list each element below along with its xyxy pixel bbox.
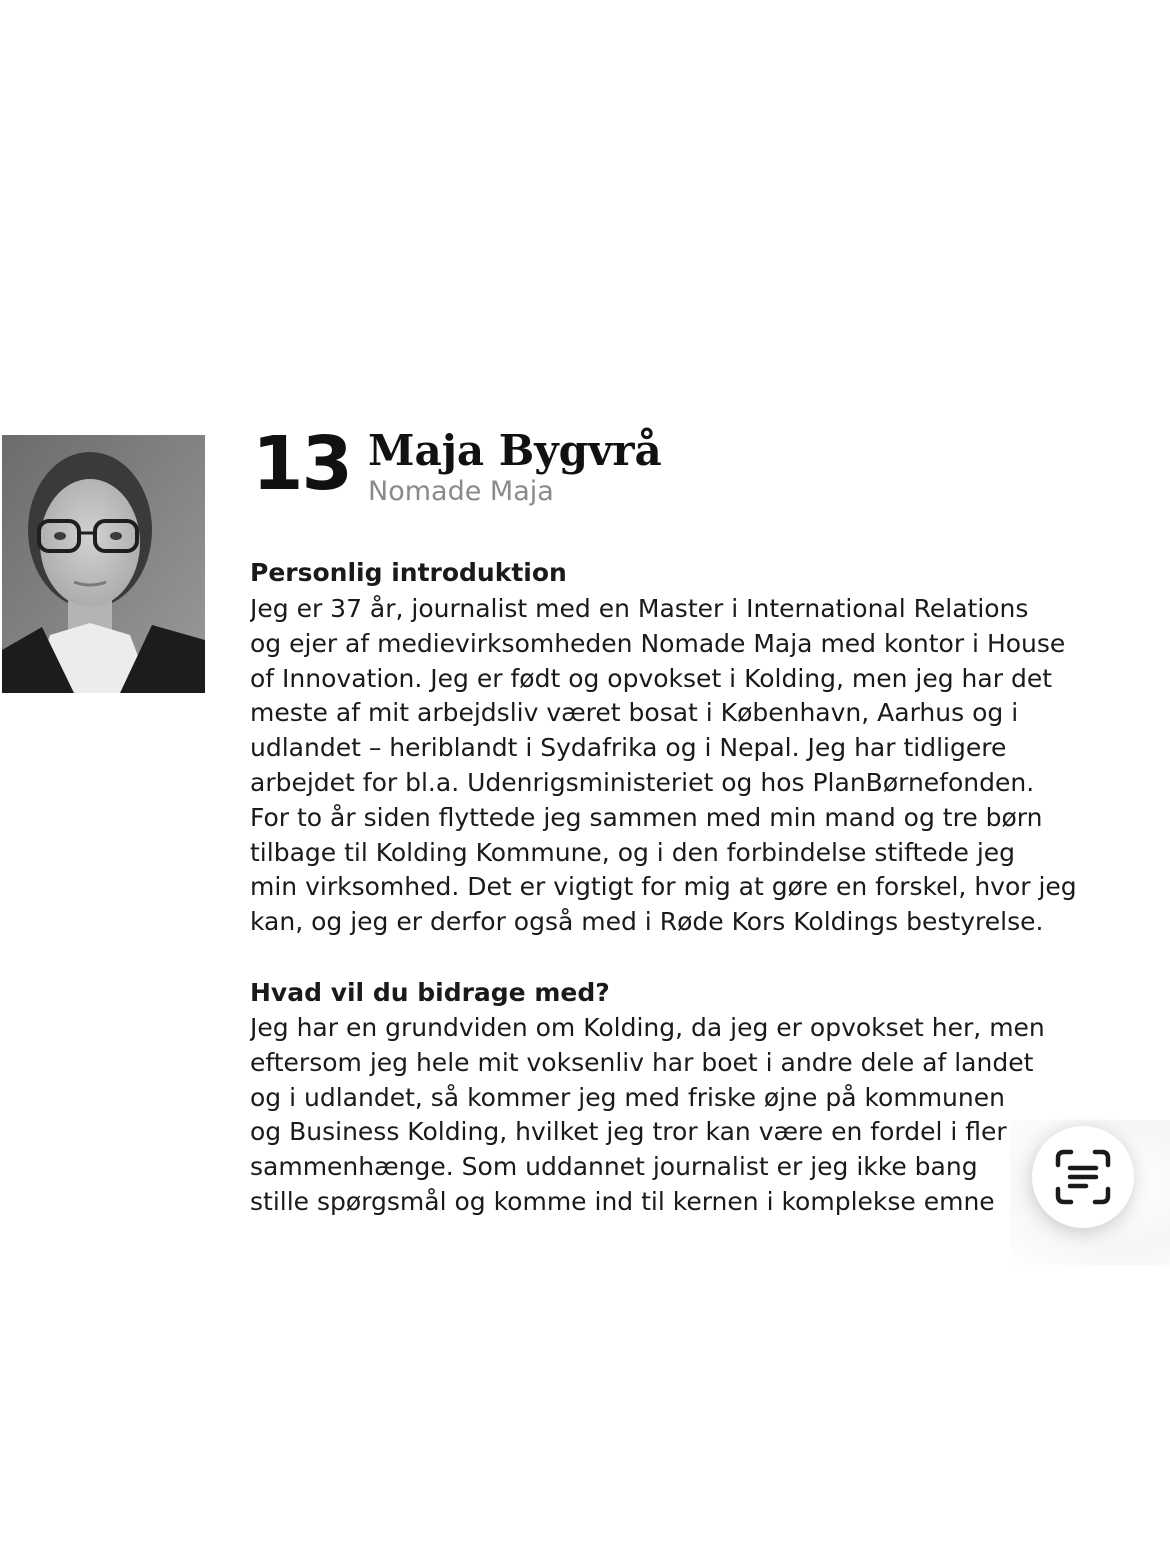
contribution-line: eftersom jeg hele mit voksenliv har boet i andre dele af landet [250,1047,1034,1077]
contribution-line: Jeg har en grundviden om Kolding, da jeg er opvokset her, men [250,1013,1045,1042]
intro-line: meste af mit arbejdsliv været bosat i København, Aarhus og i [250,698,1019,728]
intro-line: For to år siden flyttede jeg sammen med min mand og tre børn [250,802,1043,832]
contribution-line: og i udlandet, så kommer jeg med friske øjne på kommunen [250,1082,1005,1112]
contribution-line: sammenhænge. Som uddannet journalist er jeg ikke bang [250,1152,978,1182]
live-text-scan-icon [1054,1148,1112,1206]
candidate-portrait [2,435,205,693]
intro-line: Jeg er 37 år, journalist med en Master i International Relations [250,594,1029,623]
candidate-name: Maja Bygvrå [368,426,662,475]
intro-line: udlandet – heriblandt i Sydafrika og i Nepal. Jeg har tidligere [250,733,1007,763]
intro-line: og ejer af medievirksomheden Nomade Maja med kontor i House [250,628,1066,658]
intro-line: min virksomhed. Det er vigtigt for mig at gøre en forskel, hvor jeg [250,872,1077,902]
candidate-number: 13 [252,421,351,507]
intro-heading: Personlig introduktion [250,558,567,587]
contribution-line: og Business Kolding, hvilket jeg tror kan være en fordel i fler [250,1117,1007,1147]
contribution-line: stille spørgsmål og komme ind til kernen i komplekse emne [250,1186,995,1216]
intro-line: tilbage til Kolding Kommune, og i den forbindelse stiftede jeg [250,837,1016,867]
contribution-heading: Hvad vil du bidrage med? [250,978,610,1007]
live-text-button[interactable] [1032,1126,1134,1228]
intro-line: kan, og jeg er derfor også med i Røde Kors Koldings bestyrelse. [250,907,1044,937]
candidate-subtitle: Nomade Maja [368,476,554,507]
intro-line: arbejdet for bl.a. Udenrigsministeriet og hos PlanBørnefonden. [250,767,1035,797]
intro-line: of Innovation. Jeg er født og opvokset i Kolding, men jeg har det [250,663,1053,693]
intro-paragraph [250,592,1160,940]
